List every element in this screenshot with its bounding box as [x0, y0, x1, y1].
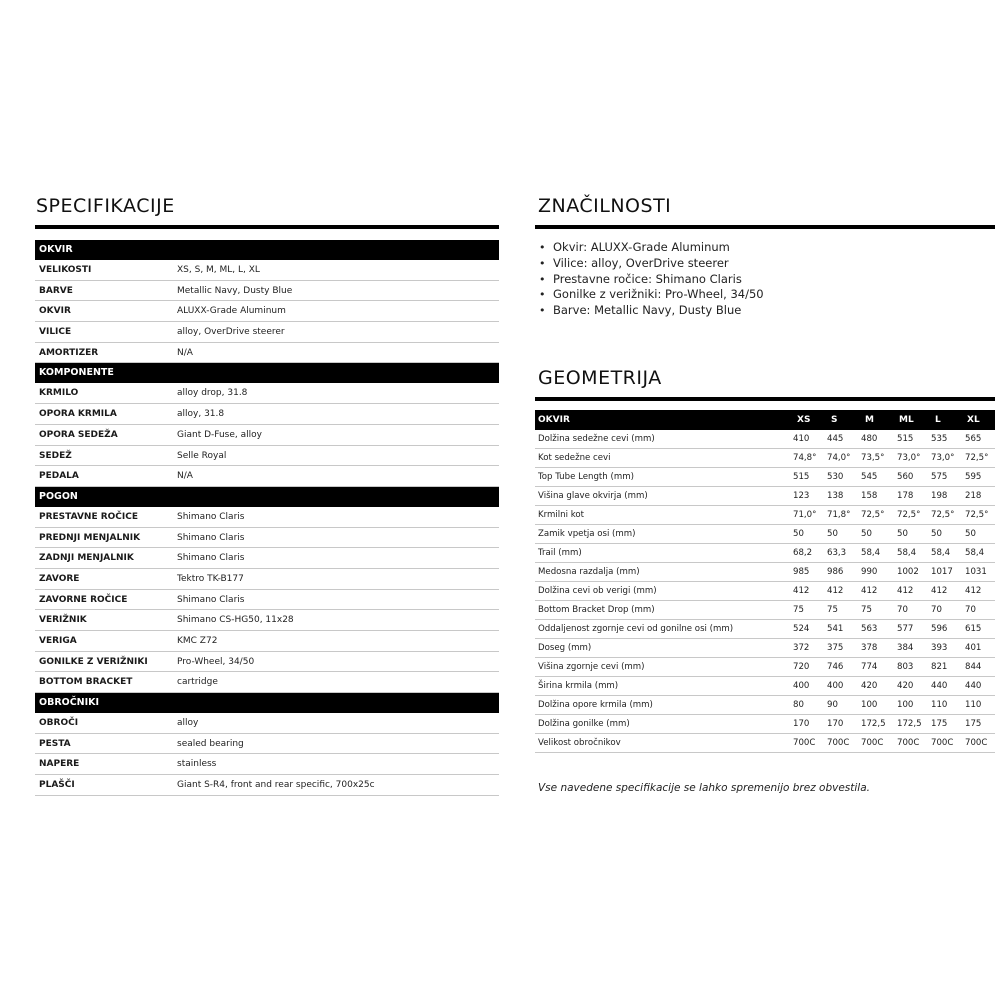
geometry-value: 440 — [965, 681, 982, 691]
spec-key: PREDNJI MENJALNIK — [39, 532, 141, 543]
geometry-value: 372 — [793, 643, 810, 653]
feature-text: Prestavne ročice: Shimano Claris — [553, 271, 742, 286]
geometry-value: 985 — [793, 567, 810, 577]
geometry-value: 596 — [931, 624, 948, 634]
geometry-value: 700C — [793, 738, 816, 748]
geometry-title: GEOMETRIJA — [538, 367, 662, 389]
geometry-value: 560 — [897, 472, 914, 482]
spec-value: cartridge — [177, 677, 218, 688]
bullet-icon: • — [539, 288, 546, 302]
geometry-value: 50 — [931, 529, 942, 539]
geometry-value: 80 — [793, 700, 804, 710]
geometry-table — [535, 410, 995, 753]
geometry-value: 1017 — [931, 567, 953, 577]
spec-key: VERIŽNIK — [39, 615, 87, 626]
spec-value: Shimano CS-HG50, 11x28 — [177, 615, 294, 626]
geometry-value: 110 — [931, 700, 948, 710]
spec-group-header: POGON — [35, 487, 499, 507]
geometry-value: 563 — [861, 624, 878, 634]
geometry-value: 158 — [861, 491, 878, 501]
geometry-value: 178 — [897, 491, 914, 501]
geometry-value: 75 — [827, 605, 838, 615]
geometry-value: 595 — [965, 472, 982, 482]
geometry-title-rule — [535, 397, 995, 401]
spec-value: Tektro TK-B177 — [177, 573, 244, 584]
spec-row — [35, 590, 499, 611]
geometry-value: 58,4 — [897, 548, 917, 558]
geometry-label: Dolžina opore krmila (mm) — [538, 700, 653, 710]
geometry-value: 50 — [897, 529, 908, 539]
spec-row — [35, 383, 499, 404]
spec-value: alloy, 31.8 — [177, 409, 225, 420]
geometry-value: 75 — [793, 605, 804, 615]
spec-key: BOTTOM BRACKET — [39, 677, 133, 688]
geometry-header-row — [535, 410, 995, 430]
spec-key: PRESTAVNE ROČICE — [39, 511, 139, 522]
geometry-value: 72,5° — [965, 453, 989, 463]
geometry-value: 412 — [827, 586, 844, 596]
spec-value: Selle Royal — [177, 450, 227, 461]
geometry-value: 75 — [861, 605, 872, 615]
geometry-value: 170 — [793, 719, 810, 729]
geometry-value: 172,5 — [897, 719, 922, 729]
geometry-value: 700C — [965, 738, 988, 748]
feature-text: Gonilke z verižniki: Pro-Wheel, 34/50 — [553, 287, 764, 302]
geometry-value: 774 — [861, 662, 878, 672]
geometry-value: 530 — [827, 472, 844, 482]
geometry-value: 410 — [793, 434, 810, 444]
geometry-value: 58,4 — [965, 548, 985, 558]
geometry-value: 412 — [861, 586, 878, 596]
geometry-value: 384 — [897, 643, 914, 653]
geometry-label: Medosna razdalja (mm) — [538, 567, 640, 577]
spec-group-header: OKVIR — [35, 240, 499, 260]
geometry-value: 401 — [965, 643, 982, 653]
geometry-row — [535, 525, 995, 544]
geometry-row — [535, 544, 995, 563]
geometry-row — [535, 506, 995, 525]
geometry-row — [535, 563, 995, 582]
geometry-value: 515 — [897, 434, 914, 444]
geometry-value: 138 — [827, 491, 844, 501]
spec-value: Shimano Claris — [177, 553, 245, 564]
geometry-row — [535, 734, 995, 753]
geometry-value: 74,8° — [793, 453, 817, 463]
spec-table — [35, 240, 499, 796]
spec-value: ALUXX-Grade Aluminum — [177, 306, 286, 317]
size-header: M — [865, 415, 874, 425]
geometry-value: 412 — [931, 586, 948, 596]
spec-value: Pro-Wheel, 34/50 — [177, 656, 255, 667]
geometry-row — [535, 639, 995, 658]
spec-value: alloy, OverDrive steerer — [177, 327, 285, 338]
geometry-value: 70 — [931, 605, 942, 615]
spec-row — [35, 301, 499, 322]
geometry-value: 480 — [861, 434, 878, 444]
spec-key: SEDEŽ — [39, 450, 72, 461]
size-header: S — [831, 415, 838, 425]
geometry-value: 1031 — [965, 567, 987, 577]
geometry-value: 700C — [897, 738, 920, 748]
geometry-value: 50 — [965, 529, 976, 539]
geometry-value: 420 — [897, 681, 914, 691]
bullet-icon: • — [539, 272, 546, 286]
geometry-value: 100 — [897, 700, 914, 710]
bullet-icon: • — [539, 241, 546, 254]
geometry-value: 844 — [965, 662, 982, 672]
spec-key: PESTA — [39, 738, 71, 749]
feature-item — [538, 272, 978, 288]
geometry-value: 71,8° — [827, 510, 851, 520]
spec-value: alloy drop, 31.8 — [177, 388, 248, 399]
spec-row — [35, 260, 499, 281]
geometry-value: 90 — [827, 700, 838, 710]
spec-row — [35, 466, 499, 487]
geometry-value: 378 — [861, 643, 878, 653]
geometry-label: Dolžina sedežne cevi (mm) — [538, 434, 655, 444]
geometry-value: 803 — [897, 662, 914, 672]
geometry-value: 175 — [931, 719, 948, 729]
spec-value: N/A — [177, 471, 193, 482]
geometry-value: 58,4 — [861, 548, 881, 558]
geometry-row — [535, 601, 995, 620]
geometry-value: 412 — [965, 586, 982, 596]
geometry-row — [535, 658, 995, 677]
geometry-value: 175 — [965, 719, 982, 729]
geometry-value: 615 — [965, 624, 982, 634]
spec-key: OPORA SEDEŽA — [39, 429, 118, 440]
spec-row — [35, 775, 499, 796]
geometry-row — [535, 449, 995, 468]
geometry-label: Velikost obročnikov — [538, 738, 621, 748]
spec-row — [35, 548, 499, 569]
spec-row — [35, 610, 499, 631]
geometry-label: Top Tube Length (mm) — [538, 472, 634, 482]
disclaimer-note: Vse navedene specifikacije se lahko spremenijo brez obvestila. — [538, 782, 870, 794]
geometry-value: 123 — [793, 491, 810, 501]
geometry-label: Dolžina gonilke (mm) — [538, 719, 630, 729]
spec-value: Giant D-Fuse, alloy — [177, 429, 262, 440]
geometry-value: 68,2 — [793, 548, 813, 558]
feature-item — [538, 256, 978, 272]
spec-value: sealed bearing — [177, 738, 244, 749]
spec-row — [35, 734, 499, 755]
spec-row — [35, 713, 499, 734]
geometry-value: 445 — [827, 434, 844, 444]
bullet-icon: • — [539, 256, 546, 270]
spec-value: Shimano Claris — [177, 594, 245, 605]
spec-key: OPORA KRMILA — [39, 409, 117, 420]
spec-row — [35, 343, 499, 364]
geometry-value: 73,5° — [861, 453, 885, 463]
geometry-value: 515 — [793, 472, 810, 482]
spec-key: NAPERE — [39, 759, 80, 770]
feature-item — [538, 240, 978, 256]
spec-key: VILICE — [39, 327, 72, 338]
geometry-value: 73,0° — [897, 453, 921, 463]
geometry-value: 73,0° — [931, 453, 955, 463]
geometry-row — [535, 487, 995, 506]
geometry-value: 70 — [897, 605, 908, 615]
spec-group-header: KOMPONENTE — [35, 363, 499, 383]
geometry-value: 50 — [827, 529, 838, 539]
geometry-row — [535, 582, 995, 601]
size-header: XS — [797, 415, 811, 425]
spec-key: PLAŠČI — [39, 780, 75, 791]
spec-key: VELIKOSTI — [39, 265, 92, 275]
spec-value: Giant S-R4, front and rear specific, 700x25c — [177, 780, 375, 791]
geometry-value: 375 — [827, 643, 844, 653]
size-header: XL — [967, 415, 980, 425]
geometry-value: 412 — [793, 586, 810, 596]
geometry-value: 72,5° — [965, 510, 989, 520]
features-list — [538, 240, 978, 319]
spec-row — [35, 754, 499, 775]
geometry-value: 400 — [793, 681, 810, 691]
bullet-icon: • — [539, 304, 546, 318]
size-header: L — [935, 415, 941, 425]
geometry-row — [535, 430, 995, 449]
geometry-value: 1002 — [897, 567, 919, 577]
geometry-label: Širina krmila (mm) — [538, 681, 619, 691]
geometry-value: 63,3 — [827, 548, 847, 558]
geometry-value: 400 — [827, 681, 844, 691]
geometry-value: 990 — [861, 567, 878, 577]
feature-item — [538, 303, 978, 319]
geometry-value: 58,4 — [931, 548, 951, 558]
geometry-value: 218 — [965, 491, 982, 501]
spec-row — [35, 569, 499, 590]
spec-value: KMC Z72 — [177, 636, 218, 646]
spec-title-rule — [35, 225, 499, 229]
geometry-value: 110 — [965, 700, 982, 710]
geometry-value: 72,5° — [897, 510, 921, 520]
spec-row — [35, 404, 499, 425]
geometry-value: 72,5° — [931, 510, 955, 520]
spec-row — [35, 425, 499, 446]
spec-row — [35, 528, 499, 549]
geometry-row — [535, 620, 995, 639]
features-title: ZNAČILNOSTI — [538, 195, 672, 217]
spec-row — [35, 672, 499, 693]
geometry-value: 74,0° — [827, 453, 851, 463]
spec-key: ZADNJI MENJALNIK — [39, 553, 134, 564]
spec-key: KRMILO — [39, 388, 79, 399]
spec-key: VERIGA — [39, 636, 77, 646]
geometry-label: Zamik vpetja osi (mm) — [538, 529, 636, 539]
geometry-value: 72,5° — [861, 510, 885, 520]
geometry-row — [535, 696, 995, 715]
geometry-label: Doseg (mm) — [538, 643, 592, 653]
geometry-value: 172,5 — [861, 719, 886, 729]
geometry-value: 440 — [931, 681, 948, 691]
geometry-value: 412 — [897, 586, 914, 596]
geometry-label: Kot sedežne cevi — [538, 453, 611, 463]
spec-key: ZAVORNE ROČICE — [39, 594, 128, 605]
geometry-value: 746 — [827, 662, 844, 672]
spec-key: GONILKE Z VERIŽNIKI — [39, 656, 148, 667]
geometry-label: Bottom Bracket Drop (mm) — [538, 605, 655, 615]
geometry-value: 575 — [931, 472, 948, 482]
geometry-value: 71,0° — [793, 510, 817, 520]
spec-row — [35, 446, 499, 467]
geometry-value: 986 — [827, 567, 844, 577]
spec-key: OBROČI — [39, 718, 79, 729]
geometry-label: Trail (mm) — [538, 548, 582, 558]
spec-value: stainless — [177, 759, 217, 770]
spec-key: ZAVORE — [39, 573, 80, 584]
spec-value: Shimano Claris — [177, 511, 245, 522]
spec-title: SPECIFIKACIJE — [36, 195, 175, 217]
geometry-value: 700C — [827, 738, 850, 748]
geometry-value: 700C — [861, 738, 884, 748]
geometry-header-label: OKVIR — [538, 415, 570, 425]
spec-row — [35, 322, 499, 343]
spec-value: Metallic Navy, Dusty Blue — [177, 285, 293, 296]
geometry-value: 541 — [827, 624, 844, 634]
spec-value: alloy — [177, 718, 199, 729]
spec-row — [35, 631, 499, 652]
geometry-value: 577 — [897, 624, 914, 634]
features-title-rule — [535, 225, 995, 229]
spec-value: N/A — [177, 347, 193, 358]
geometry-value: 545 — [861, 472, 878, 482]
spec-group-header: OBROČNIKI — [35, 693, 499, 713]
geometry-label: Oddaljenost zgornje cevi od gonilne osi (mm) — [538, 624, 734, 634]
geometry-value: 565 — [965, 434, 982, 444]
geometry-label: Krmilni kot — [538, 510, 585, 520]
geometry-value: 170 — [827, 719, 844, 729]
geometry-value: 50 — [793, 529, 804, 539]
geometry-value: 100 — [861, 700, 878, 710]
spec-row — [35, 652, 499, 673]
geometry-label: Dolžina cevi ob verigi (mm) — [538, 586, 657, 596]
geometry-row — [535, 715, 995, 734]
geometry-value: 198 — [931, 491, 948, 501]
spec-row — [35, 281, 499, 302]
geometry-value: 420 — [861, 681, 878, 691]
geometry-label: Višina zgornje cevi (mm) — [538, 662, 645, 672]
spec-value: XS, S, M, ML, L, XL — [177, 265, 260, 275]
spec-key: PEDALA — [39, 471, 79, 482]
geometry-row — [535, 468, 995, 487]
spec-key: AMORTIZER — [39, 347, 99, 358]
feature-text: Barve: Metallic Navy, Dusty Blue — [553, 303, 742, 318]
spec-key: OKVIR — [39, 306, 71, 317]
geometry-value: 70 — [965, 605, 976, 615]
geometry-value: 821 — [931, 662, 948, 672]
geometry-value: 393 — [931, 643, 948, 653]
geometry-value: 720 — [793, 662, 810, 672]
spec-row — [35, 507, 499, 528]
geometry-label: Višina glave okvirja (mm) — [538, 491, 648, 501]
geometry-value: 50 — [861, 529, 872, 539]
feature-item — [538, 287, 978, 303]
geometry-value: 524 — [793, 624, 810, 634]
feature-text: Vilice: alloy, OverDrive steerer — [553, 255, 729, 270]
spec-value: Shimano Claris — [177, 532, 245, 543]
spec-key: BARVE — [39, 285, 73, 296]
geometry-row — [535, 677, 995, 696]
geometry-value: 535 — [931, 434, 948, 444]
size-header: ML — [899, 415, 914, 425]
geometry-value: 700C — [931, 738, 954, 748]
feature-text: Okvir: ALUXX-Grade Aluminum — [553, 240, 730, 254]
